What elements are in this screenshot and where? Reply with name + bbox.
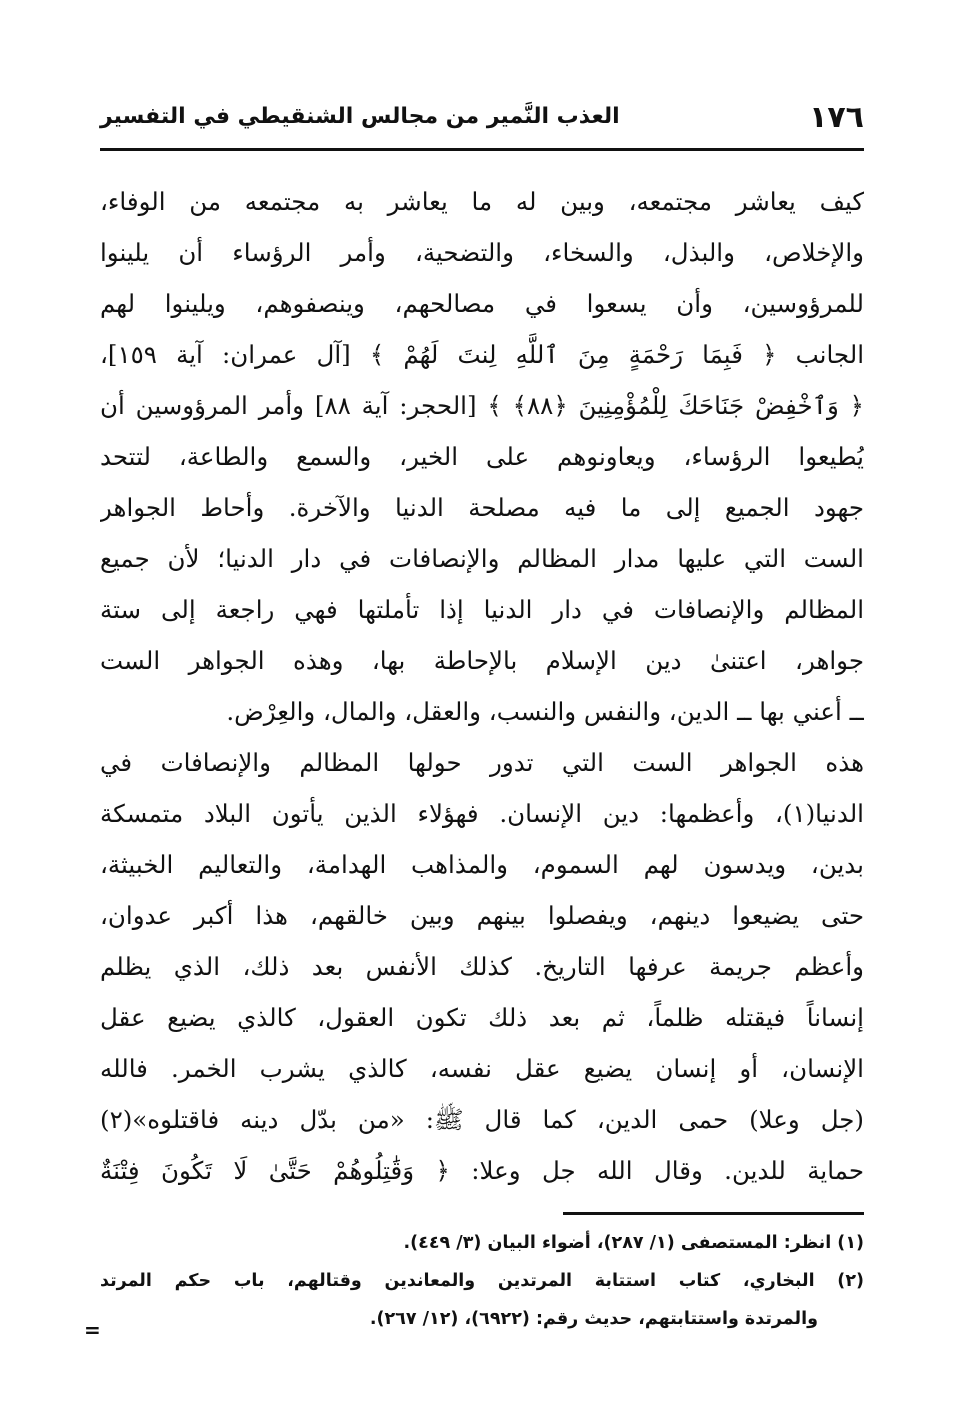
body-line: بدين، ويدسون لهم السموم، والمذاهب الهدامة، والتعاليم الخبيثة، [100,850,864,879]
body-line: والإخلاص، والبذل، والسخاء، والتضحية، وأمر الرؤساء أن يلينوا [100,238,864,267]
body-line: للمرؤوسين، وأن يسعوا في مصالحهم، وينصفوهم، ويلينوا لهم [100,289,864,318]
body-line: ــ أعني بها ــ الدين، والنفس والنسب، والعقل، والمال، والعِرْض. [226,697,864,726]
body-line: جهود الجميع إلى ما فيه مصلحة الدنيا والآخرة. وأحاط الجواهر [100,493,864,522]
footnotes [100,1224,864,1338]
body-text [100,176,864,1196]
body-line: (جل وعلا) حمى الدين، كما قال ﷺ: «من بدّل دينه فاقتلوه»(٢) [100,1105,864,1134]
footnote-2: (٢) البخاري، كتاب استتابة المرتدين والمعاندين وقتالهم، باب حكم المرتد [100,1271,864,1291]
body-line: كيف يعاشر مجتمعه، وبين له ما يعاشر به مجتمعه من الوفاء، [100,187,864,216]
body-line: الجانب ﴿ فَبِمَا رَحْمَةٍ مِنَ ٱللَّهِ لِنتَ لَهُمْ ﴾ [آل عمران: آية ١٥٩]، [100,340,864,369]
body-line: وأعظم جريمة عرفها التاريخ. كذلك الأنفس بعد ذلك، الذي يظلم [100,952,864,981]
page-number: ١٧٦ [809,100,864,135]
page-header [100,96,864,144]
body-line: جواهر، اعتنىٰ دين الإسلام بالإحاطة بها، وهذه الجواهر الست [100,646,864,675]
footnote-1: (١) انظر: المستصفى (١/ ٢٨٧)، أضواء البيان (٣/ ٤٤٩). [403,1233,864,1253]
body-line: حتى يضيعوا دينهم، ويفصلوا بينهم وبين خالقهم، هذا أكبر عدوان، [100,901,864,930]
body-line: ﴿ وَٱخْفِضْ جَنَاحَكَ لِلْمُؤْمِنِينَ ﴿٨٨﴾ ﴾ [الحجر: آية ٨٨] وأمر المرؤوسين أن [100,391,864,420]
body-line: يُطيعوا الرؤساء، ويعاونوهم على الخير، والسمع والطاعة، لتتحد [100,442,864,471]
continuation-mark: = [84,1318,101,1342]
footnote-2-continued: والمرتدة واستتابتهم، حديث رقم: (٦٩٢٢)، (١٢/ ٢٦٧). [369,1309,818,1329]
body-line: الست التي عليها مدار المظالم والإنصافات في دار الدنيا؛ لأن جميع [100,544,864,573]
header-rule [100,148,864,151]
footnote-rule [563,1212,864,1215]
running-title: العذب النَّمير من مجالس الشنقيطي في التفسير [100,104,620,129]
body-line: هذه الجواهر الست التي تدور حولها المظالم والإنصافات في [100,748,864,777]
body-line: إنساناً فيقتله ظلماً، ثم بعد ذلك تكون العقول، كالذي يضيع عقل [100,1003,864,1032]
body-line: الدنيا(١)، وأعظمها: دين الإنسان. فهؤلاء الذين يأتون البلاد متمسكة [100,799,864,828]
body-line: المظالم والإنصافات في دار الدنيا إذا تأملتها فهي راجعة إلى ستة [100,595,864,624]
body-line: الإنسان، أو إنسان يضيع عقل نفسه، كالذي يشرب الخمر. فالله [100,1054,864,1083]
body-line: حماية للدين. وقال الله جل وعلا: ﴿ وَقَٰتِلُوهُمْ حَتَّىٰ لَا تَكُونَ فِتْنَةٌ [100,1156,864,1185]
